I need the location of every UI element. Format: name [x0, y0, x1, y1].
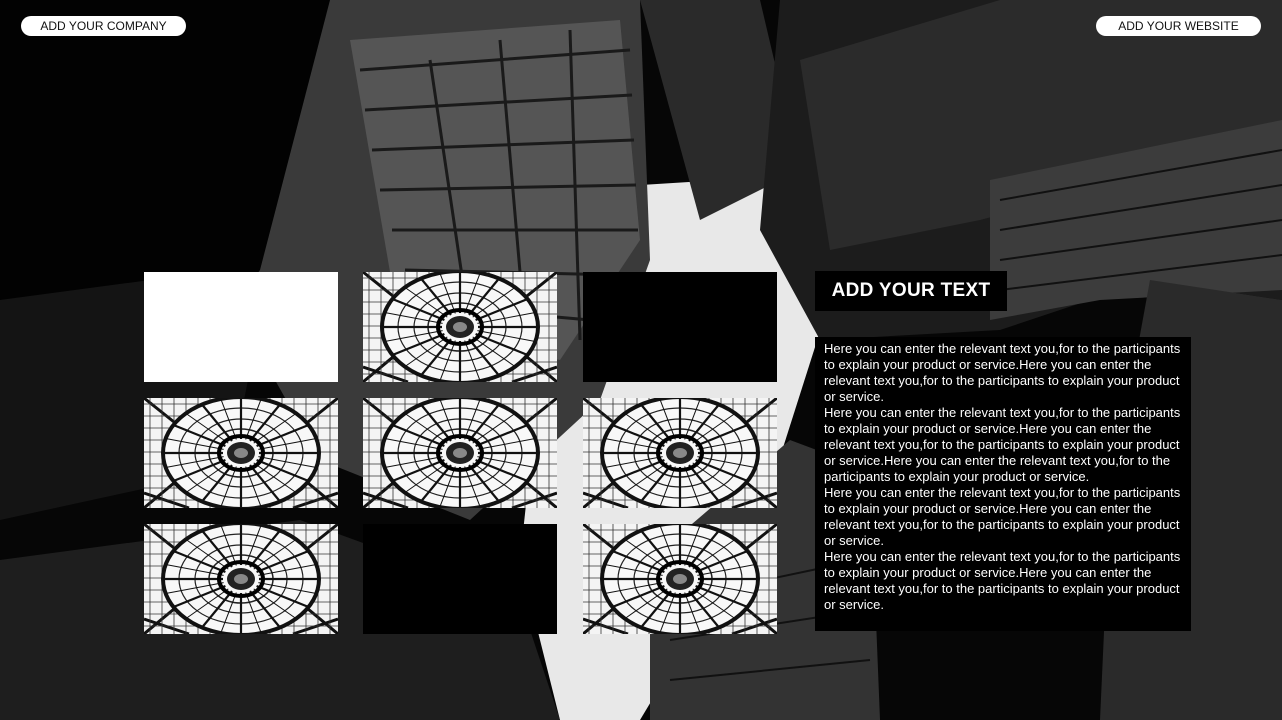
body-paragraph: Here you can enter the relevant text you,for to the participants to explain your product or service.Here you can enter the relevant text you,for to the participants to explain your product or service.: [824, 485, 1181, 548]
grid-tile-dome-image: [583, 524, 777, 634]
website-label: ADD YOUR WEBSITE: [1096, 16, 1261, 36]
grid-tile-black: [363, 524, 557, 634]
body-paragraph: Here you can enter the relevant text you,for to the participants to explain your product or service.Here you can enter the relevant text you,for to the participants to explain your product or service.Here you can enter the relevant text you,for to the participants to explain your product or service.: [824, 405, 1181, 484]
section-heading: ADD YOUR TEXT: [815, 271, 1007, 311]
grid-tile-dome-image: [363, 272, 557, 382]
body-paragraph: Here you can enter the relevant text you,for to the participants to explain your product or service.Here you can enter the relevant text you,for to the participants to explain your product or service.: [824, 341, 1181, 404]
glass-dome-image: [583, 398, 777, 508]
glass-dome-image: [363, 398, 557, 508]
grid-tile-dome-image: [363, 398, 557, 508]
grid-tile-dome-image: [583, 398, 777, 508]
glass-dome-image: [583, 524, 777, 634]
body-paragraph: Here you can enter the relevant text you,for to the participants to explain your product or service.Here you can enter the relevant text you,for to the participants to explain your product or service.: [824, 549, 1181, 612]
glass-dome-image: [144, 398, 338, 508]
grid-tile-black: [583, 272, 777, 382]
glass-dome-image: [144, 524, 338, 634]
grid-tile-dome-image: [144, 524, 338, 634]
body-text-box: [815, 337, 1191, 631]
company-label: ADD YOUR COMPANY: [21, 16, 186, 36]
grid-tile-dome-image: [144, 398, 338, 508]
grid-tile-white: [144, 272, 338, 382]
glass-dome-image: [363, 272, 557, 382]
